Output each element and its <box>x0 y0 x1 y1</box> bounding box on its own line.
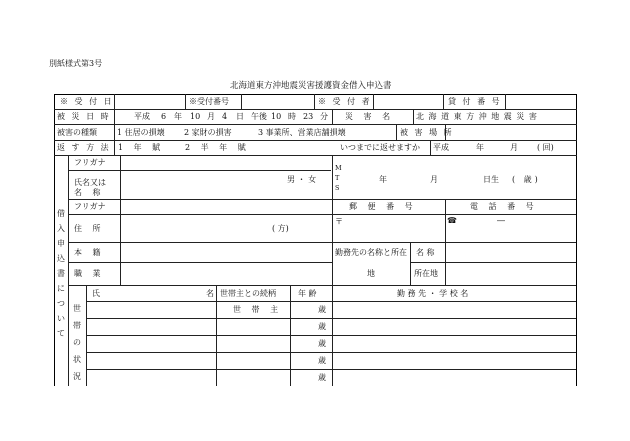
row-line <box>54 109 577 110</box>
household-work-col: 勤 務 先 ・ 学 校 名 <box>397 289 469 298</box>
repay-year-unit: 年 <box>476 143 484 152</box>
col-line <box>114 94 115 155</box>
hour: 10 <box>271 112 282 121</box>
col-line <box>332 199 333 285</box>
form-title: 北海道東方沖地震災害援護資金借入申込書 <box>230 81 392 91</box>
repay-month-unit: 月 <box>510 143 518 152</box>
occupation-label: 職 業 <box>74 269 105 278</box>
col-line <box>216 285 217 386</box>
birth-day: 日生 <box>483 175 499 184</box>
household-side-label: 世帯の状況 <box>73 304 81 381</box>
col-line <box>332 285 333 386</box>
birth-month: 月 <box>430 175 438 184</box>
phone-mark: ☎ <box>447 216 457 225</box>
col-line <box>68 155 69 386</box>
ampm: 午後 <box>251 112 267 121</box>
frame-right <box>576 94 577 386</box>
receipt-date-label: ※ 受 付 日 <box>60 97 114 106</box>
era-t: T <box>335 174 340 182</box>
household-head: 世 帯 主 <box>233 305 283 314</box>
address-label: 住 所 <box>74 224 105 233</box>
col-line <box>396 124 397 140</box>
row-line <box>68 170 331 171</box>
disaster-name-label: 災 害 名 <box>345 112 395 121</box>
col-line <box>290 285 291 386</box>
loan-no-label: 貸 付 番 号 <box>448 97 502 106</box>
row-line <box>86 318 576 319</box>
workplace-label-2: 地 <box>367 269 375 278</box>
household-relation-col: 世帯主との続柄 <box>220 289 276 298</box>
receiver-label: ※ 受 付 者 <box>318 97 372 106</box>
col-line <box>410 242 411 285</box>
col-line <box>430 140 431 155</box>
col-line <box>314 94 315 109</box>
address-paren: ( 方) <box>272 224 289 233</box>
minute: 23 <box>303 112 314 121</box>
repayment-opt-2: 2 半 年 賦 <box>185 143 250 152</box>
year-unit: 年 <box>174 112 182 121</box>
col-line <box>241 94 242 109</box>
col-line <box>445 242 446 285</box>
domicile-label: 本 籍 <box>74 248 105 257</box>
row-line <box>410 262 576 263</box>
col-line <box>185 94 186 109</box>
postal-label: 郵 便 番 号 <box>349 202 417 211</box>
col-line <box>373 94 374 109</box>
age: ( 歳) <box>512 175 541 184</box>
damage-opt-1: 1 住居の損壊 <box>117 128 165 137</box>
workplace-label-1: 勤務先の名称と所在 <box>335 248 407 257</box>
era-m: M <box>335 164 342 172</box>
birth-year: 年 <box>379 175 387 184</box>
row-line <box>54 124 577 125</box>
form-number: 別紙様式第3号 <box>49 59 103 68</box>
col-line <box>120 155 121 285</box>
month-unit: 月 <box>207 112 215 121</box>
furigana-label-2: フリガナ <box>74 202 106 211</box>
col-line <box>332 155 333 199</box>
household-name-col-2: 名 <box>206 289 214 298</box>
row-line <box>54 155 577 156</box>
row-line <box>68 262 332 263</box>
day: 4 <box>222 112 228 121</box>
col-line <box>445 199 446 242</box>
col-line <box>332 109 333 124</box>
row-line <box>86 352 576 353</box>
postal-mark: 〒 <box>335 217 343 226</box>
repay-until-label: いつまでに返せますか <box>340 143 420 152</box>
phone-label: 電 話 番 号 <box>470 202 538 211</box>
row-line <box>86 301 576 302</box>
furigana-label: フリガナ <box>74 158 106 167</box>
repay-times: ( 回) <box>537 143 554 152</box>
damage-type-label: 被害の種類 <box>57 128 97 137</box>
household-age-col: 年 齢 <box>298 289 317 298</box>
gender: 男 ・ 女 <box>287 175 317 184</box>
row-line <box>68 285 576 286</box>
col-line <box>413 109 414 124</box>
name-label-1: 氏名又は <box>74 178 106 187</box>
receipt-no-label: ※受付番号 <box>189 97 229 106</box>
month: 10 <box>190 112 201 121</box>
age-unit-1: 歳 <box>318 305 326 314</box>
age-unit-4: 歳 <box>318 356 326 365</box>
col-line <box>505 94 506 109</box>
repayment-method-label: 返 す 方 法 <box>57 143 111 152</box>
era: 平成 <box>134 112 150 121</box>
frame-left <box>54 94 55 386</box>
minute-unit: 分 <box>320 112 328 121</box>
damage-opt-3: 3 事業所、営業店舗損壊 <box>258 128 346 137</box>
repayment-opt-1: 1 年 賦 <box>118 143 165 152</box>
damage-place-label: 被 害 場 所 <box>400 128 454 137</box>
frame-top <box>54 94 577 95</box>
era-s: S <box>335 184 340 192</box>
repay-era: 平成 <box>433 143 449 152</box>
year: 6 <box>161 112 167 121</box>
side-label: 借入申込書について <box>57 209 65 338</box>
row-line <box>86 369 576 370</box>
phone-dash: ― <box>497 216 505 225</box>
age-unit-5: 歳 <box>318 373 326 382</box>
row-line <box>68 214 332 215</box>
disaster-datetime-label: 被 災 日 時 <box>57 112 111 121</box>
age-unit-3: 歳 <box>318 339 326 348</box>
age-unit-2: 歳 <box>318 322 326 331</box>
row-line <box>68 242 576 243</box>
row-line <box>86 335 576 336</box>
row-line <box>54 140 577 141</box>
day-unit: 日 <box>236 112 244 121</box>
damage-opt-2: 2 家財の損害 <box>184 128 232 137</box>
workplace-location-label: 所在地 <box>414 269 438 278</box>
disaster-name-value: 北 海 道 東 方 沖 地 震 災 害 <box>416 112 538 121</box>
row-line <box>332 214 576 215</box>
col-line <box>86 285 87 386</box>
col-line <box>443 94 444 109</box>
household-name-col: 氏 <box>92 289 100 298</box>
workplace-name-label: 名 称 <box>416 248 435 257</box>
row-line <box>68 199 576 200</box>
hour-unit: 時 <box>288 112 296 121</box>
name-label-2: 名 称 <box>74 188 105 197</box>
